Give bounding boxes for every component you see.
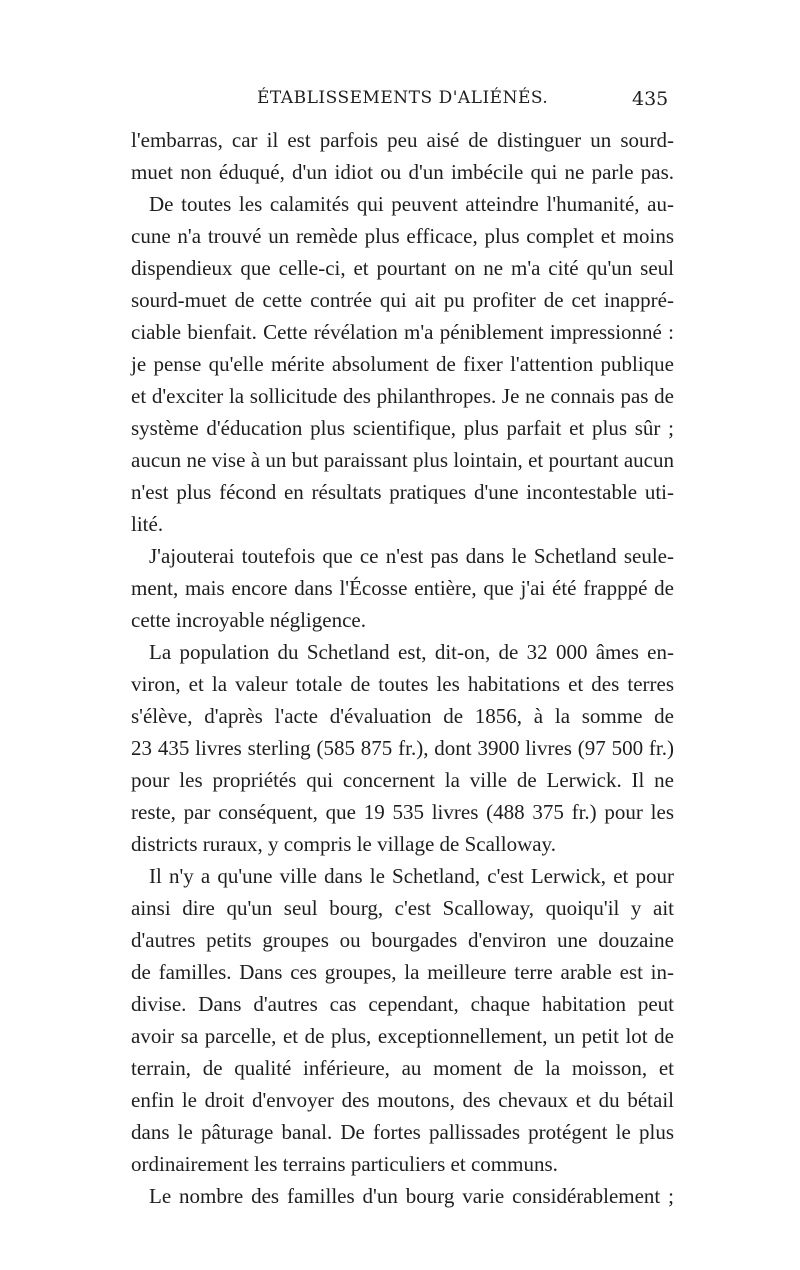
text-line: n'est plus fécond en résultats pratiques d'une incontestable uti-	[131, 480, 674, 504]
text-line: 23 435 livres sterling (585 875 fr.), dont 3900 livres (97 500 fr.)	[131, 736, 674, 760]
paragraph-first-line: De toutes les calamités qui peuvent atteindre l'humanité, au-	[149, 192, 674, 216]
paragraph-first-line: Il n'y a qu'une ville dans le Schetland, c'est Lerwick, et pour	[149, 864, 674, 888]
text-line: l'embarras, car il est parfois peu aisé de distinguer un sourd-	[131, 128, 674, 152]
text-line: terrain, de qualité inférieure, au moment de la moisson, et	[131, 1056, 674, 1080]
text-line: ciable bienfait. Cette révélation m'a péniblement impressionné :	[131, 320, 674, 344]
text-line: viron, et la valeur totale de toutes les habitations et des terres	[131, 672, 674, 696]
text-line: ainsi dire qu'un seul bourg, c'est Scalloway, quoiqu'il y ait	[131, 896, 674, 920]
paragraph-first-line: La population du Schetland est, dit-on, de 32 000 âmes en-	[149, 640, 674, 664]
paragraph-last-line: cette incroyable négligence.	[131, 608, 366, 632]
paragraph-first-line: J'ajouterai toutefois que ce n'est pas dans le Schetland seule-	[149, 544, 674, 568]
paragraph-last-line: districts ruraux, y compris le village de Scalloway.	[131, 832, 556, 856]
text-line: cune n'a trouvé un remède plus efficace, plus complet et moins	[131, 224, 674, 248]
text-line: dans le pâturage banal. De fortes pallissades protégent le plus	[131, 1120, 674, 1144]
text-line: je pense qu'elle mérite absolument de fixer l'attention publique	[131, 352, 674, 376]
text-line: avoir sa parcelle, et de plus, exceptionnellement, un petit lot de	[131, 1024, 674, 1048]
page-number: 435	[632, 88, 669, 110]
text-line: dispendieux que celle-ci, et pourtant on ne m'a cité qu'un seul	[131, 256, 674, 280]
text-line: ment, mais encore dans l'Écosse entière, que j'ai été frapppé de	[131, 576, 674, 600]
paragraph-last-line: ordinairement les terrains particuliers et communs.	[131, 1152, 558, 1176]
text-line: enfin le droit d'envoyer des moutons, des chevaux et du bétail	[131, 1088, 674, 1112]
text-line: muet non éduqué, d'un idiot ou d'un imbécile qui ne parle pas.	[131, 160, 674, 184]
text-line: d'autres petits groupes ou bourgades d'environ une douzaine	[131, 928, 674, 952]
text-line: et d'exciter la sollicitude des philanthropes. Je ne connais pas de	[131, 384, 674, 408]
text-line: aucun ne vise à un but paraissant plus lointain, et pourtant aucun	[131, 448, 674, 472]
text-line: s'élève, d'après l'acte d'évaluation de 1856, à la somme de	[131, 704, 674, 728]
text-line: pour les propriétés qui concernent la ville de Lerwick. Il ne	[131, 768, 674, 792]
running-title: ÉTABLISSEMENTS D'ALIÉNÉS.	[257, 88, 549, 108]
text-line: sourd-muet de cette contrée qui ait pu profiter de cet inappré-	[131, 288, 674, 312]
paragraph-last-line: lité.	[131, 512, 164, 536]
paragraph-first-line: Le nombre des familles d'un bourg varie considérablement ;	[149, 1184, 674, 1208]
text-line: divise. Dans d'autres cas cependant, chaque habitation peut	[131, 992, 674, 1016]
text-line: de familles. Dans ces groupes, la meilleure terre arable est in-	[131, 960, 674, 984]
text-line: reste, par conséquent, que 19 535 livres (488 375 fr.) pour les	[131, 800, 674, 824]
text-line: système d'éducation plus scientifique, plus parfait et plus sûr ;	[131, 416, 674, 440]
